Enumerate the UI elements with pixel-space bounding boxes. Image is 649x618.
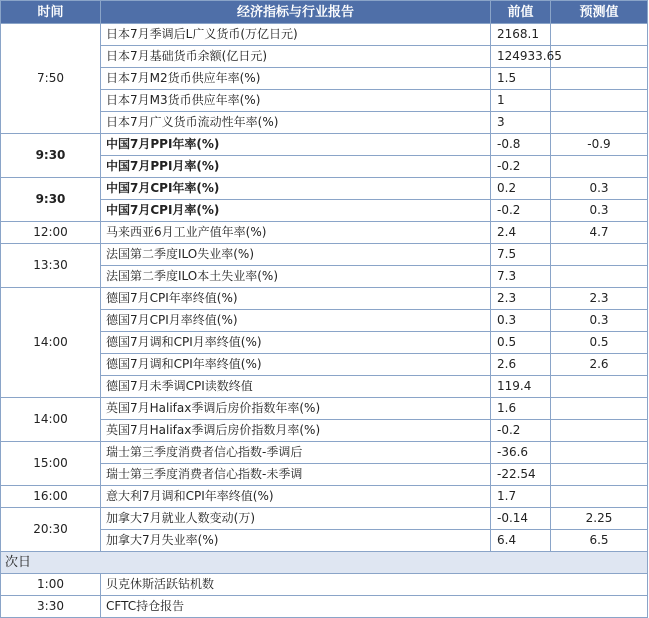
forecast-value (551, 266, 648, 288)
forecast-value (551, 112, 648, 134)
indicator-name: 中国7月CPI月率(%) (101, 200, 491, 222)
table-row (1, 398, 648, 420)
forecast-value: 0.3 (551, 178, 648, 200)
indicator-name: 瑞士第三季度消费者信心指数-未季调 (101, 464, 491, 486)
calendar-body (1, 24, 648, 618)
header-time: 时间 (1, 1, 101, 24)
event-time: 14:00 (1, 288, 101, 398)
table-row (1, 178, 648, 200)
previous-value: 1.7 (491, 486, 551, 508)
header-row (1, 1, 648, 24)
previous-value: -0.2 (491, 200, 551, 222)
previous-value: -0.2 (491, 420, 551, 442)
forecast-value (551, 486, 648, 508)
event-time: 14:00 (1, 398, 101, 442)
previous-value: 7.5 (491, 244, 551, 266)
previous-value: 1.6 (491, 398, 551, 420)
event-time: 9:30 (1, 134, 101, 178)
table-row (1, 442, 648, 464)
previous-value: -36.6 (491, 442, 551, 464)
event-time: 13:30 (1, 244, 101, 288)
previous-value: 124933.65 (491, 46, 551, 68)
previous-value: -22.54 (491, 464, 551, 486)
header-forecast: 预测值 (551, 1, 648, 24)
forecast-value (551, 24, 648, 46)
indicator-name: 日本7月M3货币供应年率(%) (101, 90, 491, 112)
event-time: 1:00 (1, 574, 101, 596)
indicator-name: 日本7月基础货币余额(亿日元) (101, 46, 491, 68)
indicator-name: 法国第二季度ILO本土失业率(%) (101, 266, 491, 288)
forecast-value (551, 244, 648, 266)
table-row (1, 134, 648, 156)
forecast-value: 0.3 (551, 310, 648, 332)
event-time: 3:30 (1, 596, 101, 618)
forecast-value (551, 156, 648, 178)
table-row (1, 486, 648, 508)
table-row (1, 24, 648, 46)
header-previous: 前值 (491, 1, 551, 24)
forecast-value: 2.6 (551, 354, 648, 376)
indicator-name: 德国7月未季调CPI读数终值 (101, 376, 491, 398)
forecast-value (551, 464, 648, 486)
event-time: 20:30 (1, 508, 101, 552)
table-row (1, 288, 648, 310)
table-row (1, 222, 648, 244)
next-day-label: 次日 (1, 552, 648, 574)
indicator-name: 法国第二季度ILO失业率(%) (101, 244, 491, 266)
previous-value: 1 (491, 90, 551, 112)
indicator-name: 马来西亚6月工业产值年率(%) (101, 222, 491, 244)
event-time: 15:00 (1, 442, 101, 486)
previous-value: 119.4 (491, 376, 551, 398)
forecast-value (551, 90, 648, 112)
previous-value: 7.3 (491, 266, 551, 288)
indicator-name: 中国7月PPI年率(%) (101, 134, 491, 156)
forecast-value: 4.7 (551, 222, 648, 244)
forecast-value: 0.3 (551, 200, 648, 222)
indicator-name: 瑞士第三季度消费者信心指数-季调后 (101, 442, 491, 464)
table-row (1, 596, 648, 618)
table-row (1, 508, 648, 530)
previous-value: -0.8 (491, 134, 551, 156)
previous-value: 2168.1 (491, 24, 551, 46)
forecast-value (551, 68, 648, 90)
forecast-value (551, 442, 648, 464)
previous-value: 0.3 (491, 310, 551, 332)
previous-value: 3 (491, 112, 551, 134)
forecast-value (551, 376, 648, 398)
indicator-name: 德国7月CPI月率终值(%) (101, 310, 491, 332)
forecast-value (551, 420, 648, 442)
previous-value: 1.5 (491, 68, 551, 90)
previous-value: 0.5 (491, 332, 551, 354)
forecast-value: -0.9 (551, 134, 648, 156)
indicator-name: 加拿大7月失业率(%) (101, 530, 491, 552)
previous-value: 2.3 (491, 288, 551, 310)
indicator-name: 贝克休斯活跃钻机数 (101, 574, 648, 596)
forecast-value: 2.25 (551, 508, 648, 530)
event-time: 12:00 (1, 222, 101, 244)
indicator-name: 加拿大7月就业人数变动(万) (101, 508, 491, 530)
indicator-name: 中国7月CPI年率(%) (101, 178, 491, 200)
indicator-name: CFTC持仓报告 (101, 596, 648, 618)
previous-value: 2.6 (491, 354, 551, 376)
indicator-name: 英国7月Halifax季调后房价指数月率(%) (101, 420, 491, 442)
table-row (1, 244, 648, 266)
forecast-value: 0.5 (551, 332, 648, 354)
indicator-name: 德国7月调和CPI月率终值(%) (101, 332, 491, 354)
previous-value: 6.4 (491, 530, 551, 552)
indicator-name: 日本7月M2货币供应年率(%) (101, 68, 491, 90)
event-time: 16:00 (1, 486, 101, 508)
indicator-name: 德国7月CPI年率终值(%) (101, 288, 491, 310)
next-day-section-row (1, 552, 648, 574)
previous-value: 0.2 (491, 178, 551, 200)
previous-value: -0.14 (491, 508, 551, 530)
forecast-value: 6.5 (551, 530, 648, 552)
header-indicator: 经济指标与行业报告 (101, 1, 491, 24)
previous-value: -0.2 (491, 156, 551, 178)
indicator-name: 日本7月广义货币流动性年率(%) (101, 112, 491, 134)
forecast-value (551, 46, 648, 68)
previous-value: 2.4 (491, 222, 551, 244)
indicator-name: 德国7月调和CPI年率终值(%) (101, 354, 491, 376)
table-row (1, 574, 648, 596)
event-time: 7:50 (1, 24, 101, 134)
indicator-name: 意大利7月调和CPI年率终值(%) (101, 486, 491, 508)
forecast-value (551, 398, 648, 420)
indicator-name: 中国7月PPI月率(%) (101, 156, 491, 178)
indicator-name: 日本7月季调后L广义货币(万亿日元) (101, 24, 491, 46)
event-time: 9:30 (1, 178, 101, 222)
forecast-value: 2.3 (551, 288, 648, 310)
indicator-name: 英国7月Halifax季调后房价指数年率(%) (101, 398, 491, 420)
